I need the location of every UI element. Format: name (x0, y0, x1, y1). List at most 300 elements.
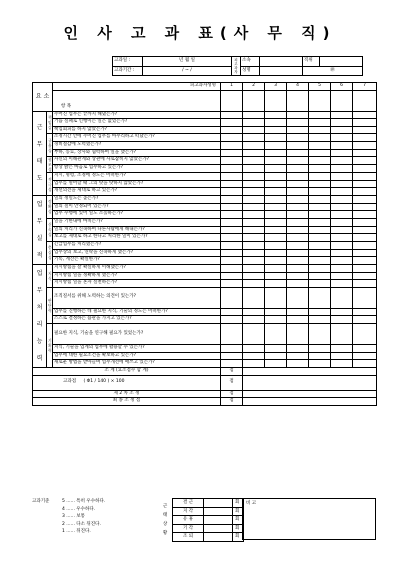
attendance-label: 조 퇴 (173, 533, 204, 542)
score-cell[interactable] (265, 234, 287, 242)
item-text: 거듭 실패로 인행이는 일은 없었는가? (53, 119, 221, 127)
grader-header: 피고과자성명 (53, 83, 221, 91)
score-cell[interactable] (287, 316, 309, 324)
table-row (33, 234, 377, 242)
score-cell[interactable] (265, 241, 287, 249)
score-cell[interactable] (331, 234, 353, 242)
score-cell[interactable] (221, 360, 243, 368)
score-cell[interactable] (243, 352, 265, 360)
attendance-value[interactable] (204, 516, 233, 525)
score-cell[interactable] (265, 180, 287, 188)
score-cell[interactable] (287, 126, 309, 134)
score-cell[interactable] (221, 173, 243, 181)
attendance-unit: 회 (233, 516, 244, 525)
final-label: 최 종 조 정 점 (33, 398, 221, 406)
score-cell[interactable] (353, 226, 377, 234)
score-cell[interactable] (353, 257, 377, 265)
score-cell[interactable] (331, 241, 353, 249)
score-cell[interactable] (309, 218, 331, 226)
score-cell[interactable] (353, 280, 377, 288)
criteria-item: 3 ...... 보통 (62, 514, 86, 520)
score-cell[interactable] (331, 218, 353, 226)
attendance-value[interactable] (204, 507, 233, 516)
col-header-2: 2 (243, 83, 265, 91)
score-unit: 점 (221, 375, 243, 390)
score-cell[interactable] (243, 324, 265, 345)
score-cell[interactable] (221, 141, 243, 149)
score-formula: ( Φ1 / 140 ) × 100 (83, 379, 125, 385)
score-cell[interactable] (331, 111, 353, 119)
score-cell[interactable] (243, 234, 265, 242)
rank-field[interactable] (320, 57, 363, 67)
score-cell[interactable] (331, 141, 353, 149)
score-cell[interactable] (309, 195, 331, 203)
score-cell[interactable] (243, 149, 265, 157)
attendance-unit: 회 (233, 499, 244, 508)
score-cell[interactable] (221, 119, 243, 127)
score-cell[interactable] (243, 119, 265, 127)
score-cell[interactable] (353, 352, 377, 360)
item-text: 업무상의 보고, 연락을 신속하게 했는가? (53, 249, 221, 257)
table-row (33, 180, 377, 188)
attendance-row (173, 507, 244, 516)
score-cell[interactable] (353, 218, 377, 226)
date-field[interactable]: 년 월 일 (143, 57, 232, 67)
table-row (33, 308, 377, 316)
score-cell[interactable] (353, 264, 377, 272)
score-cell[interactable] (243, 345, 265, 353)
item-text: 개선의견을 제대로 하고 있는가? (53, 188, 221, 196)
score-cell[interactable] (243, 226, 265, 234)
item-text: 업무를 열어할 때 그의 탓을 탓하지 않았는가? (53, 180, 221, 188)
score-cell[interactable] (353, 324, 377, 345)
score-cell[interactable] (309, 211, 331, 219)
score-cell[interactable] (221, 157, 243, 165)
criteria-label: 고과기준 (32, 499, 50, 504)
period-field[interactable]: / ~ / (143, 66, 232, 76)
score-cell[interactable] (331, 195, 353, 203)
score-cell[interactable] (265, 141, 287, 149)
score-cell[interactable] (287, 218, 309, 226)
score-cell[interactable] (221, 218, 243, 226)
score-cell[interactable] (331, 180, 353, 188)
attendance-value[interactable] (204, 533, 233, 542)
score-cell[interactable] (265, 195, 287, 203)
dept-field[interactable] (260, 57, 303, 67)
score-cell[interactable] (331, 126, 353, 134)
score-cell[interactable] (221, 280, 243, 288)
table-row (33, 195, 377, 203)
name-cell-7[interactable] (353, 90, 377, 111)
score-cell[interactable] (243, 360, 265, 368)
name-cell-4[interactable] (287, 90, 309, 111)
score-cell[interactable] (287, 165, 309, 173)
score-cell[interactable] (309, 352, 331, 360)
table-row (33, 126, 377, 134)
score-cell[interactable] (265, 324, 287, 345)
score-cell[interactable] (353, 241, 377, 249)
score-cell[interactable] (221, 345, 243, 353)
score-cell[interactable] (265, 316, 287, 324)
score-cell[interactable] (309, 234, 331, 242)
score-cell[interactable] (309, 173, 331, 181)
score-cell[interactable] (265, 345, 287, 353)
score-cell[interactable] (353, 195, 377, 203)
score-cell[interactable] (265, 119, 287, 127)
table-row (33, 352, 377, 360)
score-cell[interactable] (331, 165, 353, 173)
name-cell-1[interactable] (221, 90, 243, 111)
item-text: 업무를 진행하는 데 필요한 지식, 기술의 정도는 어떠한가? (53, 308, 221, 316)
score-cell[interactable] (353, 134, 377, 142)
score-cell[interactable] (309, 126, 331, 134)
score-cell[interactable] (353, 165, 377, 173)
score-cell[interactable] (265, 272, 287, 280)
score-cell[interactable] (265, 249, 287, 257)
form-title: 인 사 고 과 표(사 무 직) (63, 24, 337, 42)
score-cell[interactable] (353, 111, 377, 119)
score-cell[interactable] (309, 272, 331, 280)
score-cell[interactable] (331, 149, 353, 157)
score-cell[interactable] (331, 264, 353, 272)
score-cell[interactable] (221, 226, 243, 234)
item-text: 지식, 기술을 업계의 업무에 활용할 수 있는가? (53, 345, 221, 353)
score-cell[interactable] (331, 119, 353, 127)
score-cell[interactable] (287, 119, 309, 127)
score-cell[interactable] (221, 111, 243, 119)
attendance-row (173, 524, 244, 533)
score-cell[interactable] (221, 180, 243, 188)
score-cell[interactable] (331, 249, 353, 257)
attendance-table (172, 498, 244, 542)
score-cell[interactable] (221, 203, 243, 211)
group-label: 적극성 (47, 173, 53, 196)
score-cell[interactable] (331, 272, 353, 280)
header-table (112, 56, 363, 76)
score-cell[interactable] (309, 324, 331, 345)
score-cell[interactable] (353, 211, 377, 219)
score-cell[interactable] (353, 308, 377, 316)
table-row (33, 226, 377, 234)
score-cell[interactable] (309, 360, 331, 368)
score-cell[interactable] (265, 173, 287, 181)
table-row (33, 119, 377, 127)
score-cell[interactable] (309, 280, 331, 288)
criteria-list (62, 498, 105, 536)
score-cell[interactable] (265, 211, 287, 219)
score-cell[interactable] (309, 134, 331, 142)
score-cell[interactable] (353, 345, 377, 353)
score-cell[interactable] (243, 264, 265, 272)
score-cell[interactable] (309, 345, 331, 353)
col-header-5: 5 (309, 83, 331, 91)
score-cell[interactable] (221, 308, 243, 316)
subtotal-label: 소 계 (요소점수 합 계) (33, 367, 221, 375)
score-cell[interactable] (353, 316, 377, 324)
score-cell[interactable] (331, 308, 353, 316)
score-cell[interactable] (353, 141, 377, 149)
score-cell[interactable] (221, 316, 243, 324)
table-row (33, 157, 377, 165)
score-cell[interactable] (309, 119, 331, 127)
score-cell[interactable] (309, 157, 331, 165)
score-cell[interactable] (331, 226, 353, 234)
score-cell[interactable] (331, 345, 353, 353)
table-row (33, 360, 377, 368)
score-cell[interactable] (287, 195, 309, 203)
score-cell[interactable] (309, 165, 331, 173)
score-cell[interactable] (221, 188, 243, 196)
score-cell[interactable] (287, 226, 309, 234)
period-label: 고과기간 : (113, 66, 143, 76)
score-cell[interactable] (287, 111, 309, 119)
score-cell[interactable] (265, 287, 287, 308)
table-row (33, 280, 377, 288)
score-cell[interactable] (309, 111, 331, 119)
score-cell[interactable] (287, 249, 309, 257)
final-unit: 점 (221, 398, 243, 406)
score-cell[interactable] (287, 264, 309, 272)
attendance-unit: 회 (233, 533, 244, 542)
score-cell[interactable] (331, 352, 353, 360)
score-cell[interactable] (353, 203, 377, 211)
score-cell[interactable] (243, 195, 265, 203)
score-cell[interactable] (353, 180, 377, 188)
score-cell[interactable] (243, 316, 265, 324)
group-label: 충실성 (47, 241, 53, 264)
date-label: 고과일 : (113, 57, 143, 67)
score-cell[interactable] (309, 141, 331, 149)
rank-label: 직위 (303, 57, 320, 67)
name-field[interactable] (260, 66, 303, 76)
table-row (33, 188, 377, 196)
score-cell[interactable] (265, 280, 287, 288)
score-cell[interactable] (265, 308, 287, 316)
review2-cells[interactable] (243, 390, 377, 398)
score-cell[interactable] (243, 249, 265, 257)
score-cell[interactable] (243, 141, 265, 149)
col-header-6: 6 (331, 83, 353, 91)
table-row (33, 249, 377, 257)
score-cell[interactable] (243, 218, 265, 226)
score-cell[interactable] (243, 188, 265, 196)
score-cell[interactable] (265, 111, 287, 119)
score-cell[interactable] (287, 141, 309, 149)
score-cell[interactable] (309, 287, 331, 308)
score-cell[interactable] (243, 287, 265, 308)
score-cell[interactable] (331, 360, 353, 368)
score-cell[interactable] (265, 352, 287, 360)
score-cell[interactable] (309, 180, 331, 188)
score-cell[interactable] (331, 257, 353, 265)
score-cell[interactable] (243, 241, 265, 249)
score-cell[interactable] (353, 249, 377, 257)
score-cell[interactable] (287, 180, 309, 188)
attendance-unit: 회 (233, 524, 244, 533)
score-cell[interactable] (221, 287, 243, 308)
score-cell[interactable] (331, 316, 353, 324)
item-text: 항상 밝은 마음로 업무하고 있는가? (53, 165, 221, 173)
score-cell[interactable] (309, 308, 331, 316)
score-cell[interactable] (243, 257, 265, 265)
score-cell[interactable] (287, 149, 309, 157)
score-cell[interactable] (221, 324, 243, 345)
attendance-value[interactable] (204, 499, 233, 508)
score-cell[interactable] (287, 157, 309, 165)
score-cell[interactable] (221, 149, 243, 157)
score-cell[interactable] (331, 324, 353, 345)
score-cell[interactable] (243, 203, 265, 211)
subtotal-cells[interactable] (243, 367, 377, 375)
score-cell[interactable] (353, 173, 377, 181)
score-cell[interactable] (309, 264, 331, 272)
score-cell[interactable] (243, 280, 265, 288)
score-cell[interactable] (221, 264, 243, 272)
score-cell[interactable] (309, 249, 331, 257)
score-cell[interactable] (287, 308, 309, 316)
score-cell[interactable] (243, 173, 265, 181)
score-cell[interactable] (265, 264, 287, 272)
score-cell[interactable] (309, 226, 331, 234)
score-cell[interactable] (287, 241, 309, 249)
score-cell[interactable] (331, 280, 353, 288)
score-cell[interactable] (331, 287, 353, 308)
remarks-box[interactable] (242, 498, 376, 540)
score-cell[interactable] (331, 157, 353, 165)
score-cell[interactable] (265, 218, 287, 226)
score-cell[interactable] (265, 165, 287, 173)
score-cell[interactable] (221, 257, 243, 265)
score-cell[interactable] (265, 203, 287, 211)
score-cell[interactable] (221, 134, 243, 142)
score-cell[interactable] (243, 308, 265, 316)
item-text: 업무에 대한 필요조건을 확보하고 있는가? (53, 352, 221, 360)
score-cell[interactable] (243, 165, 265, 173)
review2-unit: 점 (221, 390, 243, 398)
score-cell[interactable] (243, 134, 265, 142)
score-cell[interactable] (287, 324, 309, 345)
group-label: 책임감 (47, 111, 53, 134)
score-cell[interactable] (309, 188, 331, 196)
score-cell[interactable] (287, 211, 309, 219)
item-text: 보고를 제대로 하고 한다고 처리한 일이 있는가? (53, 234, 221, 242)
score-cell[interactable] (243, 211, 265, 219)
score-cell[interactable] (331, 134, 353, 142)
score-cell[interactable] (221, 165, 243, 173)
score-cell[interactable] (309, 149, 331, 157)
evaluation-table (32, 82, 377, 406)
item-text: 일의 정밀도는 높은가? (53, 195, 221, 203)
score-cell[interactable] (331, 203, 353, 211)
score-cell[interactable] (221, 234, 243, 242)
score-cell[interactable] (243, 272, 265, 280)
score-cell[interactable] (287, 287, 309, 308)
score-cell[interactable] (221, 249, 243, 257)
group-label: 규율성 (47, 134, 53, 157)
score-cell[interactable] (353, 287, 377, 308)
score-cell[interactable] (265, 157, 287, 165)
score-cell[interactable] (353, 188, 377, 196)
score-cell[interactable] (287, 280, 309, 288)
score-cell[interactable] (265, 188, 287, 196)
item-text: 스스로 결정하는 습관을 가지고 있는가? (53, 316, 221, 324)
score-cell[interactable] (265, 360, 287, 368)
score-cell[interactable] (331, 211, 353, 219)
score-cells[interactable] (243, 375, 377, 390)
name-cell-5[interactable] (309, 90, 331, 111)
score-cell[interactable] (331, 173, 353, 181)
table-row (33, 141, 377, 149)
score-cell[interactable] (287, 272, 309, 280)
score-cell[interactable] (287, 134, 309, 142)
score-cell[interactable] (353, 149, 377, 157)
score-cell[interactable] (353, 360, 377, 368)
score-cell[interactable] (309, 241, 331, 249)
score-cell[interactable] (287, 257, 309, 265)
score-cell[interactable] (221, 195, 243, 203)
col-header-3: 3 (265, 83, 287, 91)
attendance-label: 유 휴 (173, 516, 204, 525)
score-cell[interactable] (331, 188, 353, 196)
attendance-label: 지 각 (173, 507, 204, 516)
final-cells[interactable] (243, 398, 377, 406)
table-row (33, 149, 377, 157)
score-cell[interactable] (353, 272, 377, 280)
score-cell[interactable] (221, 211, 243, 219)
attendance-value[interactable] (204, 524, 233, 533)
score-cell[interactable] (353, 157, 377, 165)
score-cell[interactable] (287, 360, 309, 368)
score-cell[interactable] (287, 203, 309, 211)
table-row (33, 257, 377, 265)
score-cell[interactable] (309, 257, 331, 265)
score-cell[interactable] (287, 345, 309, 353)
name-cell-3[interactable] (265, 90, 287, 111)
score-cell[interactable] (309, 316, 331, 324)
score-cell[interactable] (287, 352, 309, 360)
score-cell[interactable] (221, 241, 243, 249)
score-cell[interactable] (353, 126, 377, 134)
remarks-label: 비 고 (246, 501, 257, 506)
score-cell[interactable] (287, 234, 309, 242)
score-cell[interactable] (265, 134, 287, 142)
item-text: 일을 기한내에 마치는가? (53, 218, 221, 226)
score-cell[interactable] (265, 257, 287, 265)
item-text: 새로운 방법을 받아들여 업무개선에 애쓰고 있는가? (53, 360, 221, 368)
name-cell-2[interactable] (243, 90, 265, 111)
score-cell[interactable] (243, 111, 265, 119)
score-cell[interactable] (353, 119, 377, 127)
score-cell[interactable] (265, 226, 287, 234)
score-cell[interactable] (221, 126, 243, 134)
score-cell[interactable] (221, 272, 243, 280)
score-cell[interactable] (265, 126, 287, 134)
score-cell[interactable] (265, 149, 287, 157)
score-cell[interactable] (287, 188, 309, 196)
score-cell[interactable] (287, 173, 309, 181)
item-text: 업무 수행에 있어 일도 소홀하는가? (53, 211, 221, 219)
score-cell[interactable] (309, 203, 331, 211)
score-cell[interactable] (243, 157, 265, 165)
score-cell[interactable] (353, 234, 377, 242)
name-cell-6[interactable] (331, 90, 353, 111)
score-cell[interactable] (221, 352, 243, 360)
item-text: 소정시간 안에 주어진 업무를 마무리하고 떠났는가? (53, 134, 221, 142)
score-cell[interactable] (243, 180, 265, 188)
score-cell[interactable] (243, 126, 265, 134)
table-row (33, 211, 377, 219)
attendance-side-label: 근 태 상 황 (162, 504, 168, 536)
